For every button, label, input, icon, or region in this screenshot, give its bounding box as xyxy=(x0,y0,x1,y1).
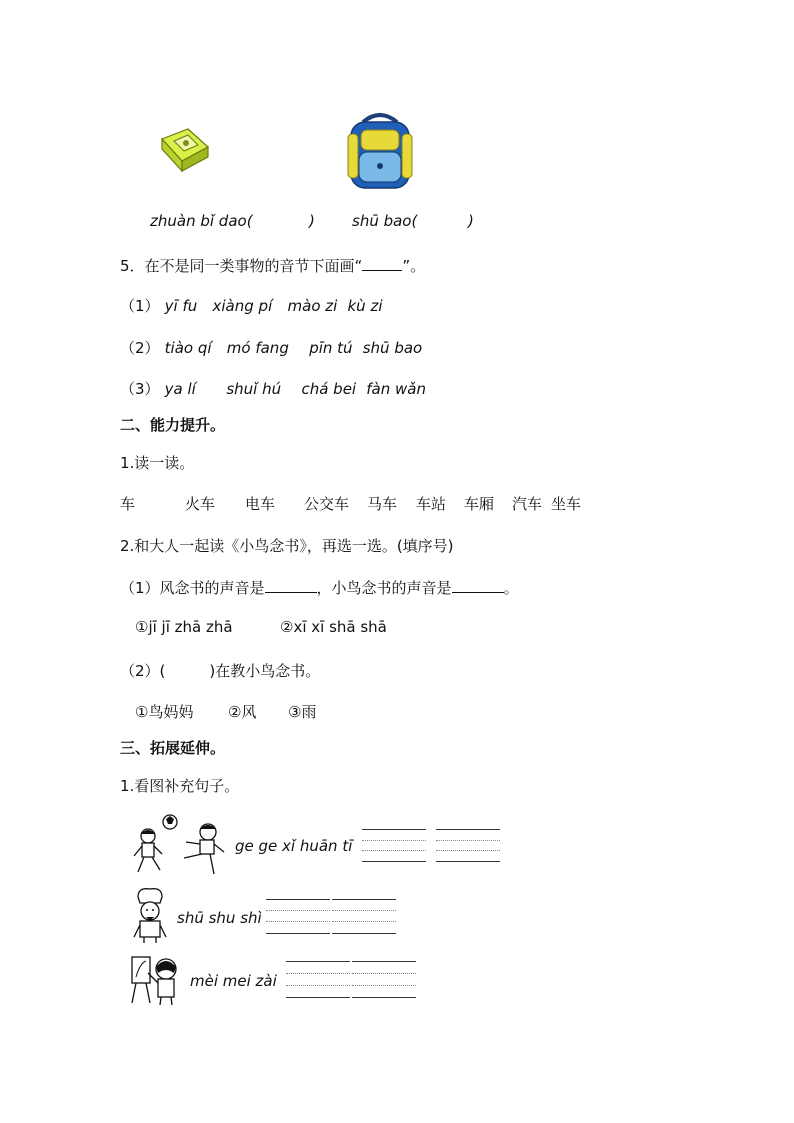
word[interactable]: mào zi xyxy=(287,297,338,315)
word[interactable]: tiào qí xyxy=(164,339,212,357)
writing-line xyxy=(332,910,396,911)
writing-line xyxy=(266,899,330,900)
read-word: 马车 xyxy=(367,495,398,513)
q5-row-3: （3） ya lí shuǐ hú chá bei fàn wǎn xyxy=(120,380,426,398)
s3-q1-title: 1.看图补充句子。 xyxy=(120,777,240,795)
word[interactable]: kù zi xyxy=(347,297,383,315)
pinyin-zhuan-bi-dao: zhuàn bǐ dao( xyxy=(150,212,253,230)
option-wind[interactable]: ②风 xyxy=(228,703,257,721)
s2-q2-title: 2.和大人一起读《小鸟念书》，再选一选。(填序号) xyxy=(120,537,454,555)
q5-instruction: 5．在不是同一类事物的音节下面画“ ”。 xyxy=(120,257,426,275)
paren-close-1: ) xyxy=(309,212,315,230)
q5-row-1: （1） yī fu xiàng pí mào zi kù zi xyxy=(120,297,383,315)
chef-image xyxy=(128,885,172,945)
writing-line xyxy=(286,973,350,974)
writing-line xyxy=(362,840,426,841)
writing-line xyxy=(436,829,500,830)
writing-line xyxy=(352,985,416,986)
word[interactable]: ya lí xyxy=(164,380,196,398)
read-word: 电车 xyxy=(245,495,276,513)
answer-blank-bird[interactable] xyxy=(452,592,504,593)
option-xi-xi-sha-sha[interactable]: ②xī xī shā shā xyxy=(280,618,387,636)
option-bird-mother[interactable]: ①鸟妈妈 xyxy=(135,703,194,721)
read-word: 车 xyxy=(120,495,136,513)
section-2-heading: 二、能力提升。 xyxy=(120,416,226,434)
word[interactable]: yī fu xyxy=(164,297,198,315)
writing-line xyxy=(332,933,396,934)
read-word: 公交车 xyxy=(304,495,350,513)
writing-line xyxy=(436,861,500,862)
writing-line xyxy=(436,840,500,841)
writing-line xyxy=(362,829,426,830)
writing-line xyxy=(332,921,396,922)
backpack-image xyxy=(345,108,415,192)
s2-q2-sub2: （2）( )在教小鸟念书。 xyxy=(120,662,321,680)
word[interactable]: shū bao xyxy=(362,339,423,357)
word[interactable]: chá bei xyxy=(301,380,357,398)
girl-painting-image xyxy=(128,953,184,1007)
writing-line xyxy=(362,861,426,862)
writing-line xyxy=(352,997,416,998)
writing-line xyxy=(266,921,330,922)
s2-q1-title: 1.读一读。 xyxy=(120,454,195,472)
read-word: 汽车 xyxy=(512,495,543,513)
writing-line xyxy=(266,933,330,934)
writing-line xyxy=(286,997,350,998)
section-3-heading: 三、拓展延伸。 xyxy=(120,739,226,757)
read-word: 坐车 xyxy=(551,495,582,513)
word[interactable]: fàn wǎn xyxy=(366,380,426,398)
writing-line xyxy=(436,850,500,851)
sentence-3-prompt: mèi mei zài xyxy=(190,972,277,990)
word[interactable]: pīn tú xyxy=(309,339,353,357)
read-word: 火车 xyxy=(185,495,216,513)
underline-sample xyxy=(362,270,402,271)
word[interactable]: shuǐ hú xyxy=(226,380,282,398)
read-word: 车站 xyxy=(416,495,447,513)
writing-line xyxy=(352,961,416,962)
writing-line xyxy=(266,910,330,911)
writing-line xyxy=(286,961,350,962)
writing-line xyxy=(332,899,396,900)
answer-blank-wind[interactable] xyxy=(265,592,317,593)
option-rain[interactable]: ③雨 xyxy=(288,703,317,721)
writing-line xyxy=(286,985,350,986)
word[interactable]: mó fang xyxy=(226,339,289,357)
sentence-2-prompt: shū shu shì xyxy=(177,909,262,927)
pencil-sharpener-image xyxy=(158,125,212,175)
sentence-1-prompt: ge ge xǐ huān tī xyxy=(235,837,353,855)
writing-line xyxy=(352,973,416,974)
word[interactable]: xiàng pí xyxy=(212,297,273,315)
q5-row-2: （2） tiào qí mó fang pīn tú shū bao xyxy=(120,339,423,357)
writing-line xyxy=(362,850,426,851)
option-ji-ji-zha-zha[interactable]: ①jī jī zhā zhā xyxy=(135,618,233,636)
pinyin-shu-bao: shū bao( xyxy=(352,212,418,230)
read-word: 车厢 xyxy=(464,495,495,513)
kids-football-image xyxy=(130,812,230,880)
s2-q2-sub1: （1）风念书的声音是 ，小鸟念书的声音是 。 xyxy=(120,579,519,597)
paren-close-2: ) xyxy=(468,212,474,230)
